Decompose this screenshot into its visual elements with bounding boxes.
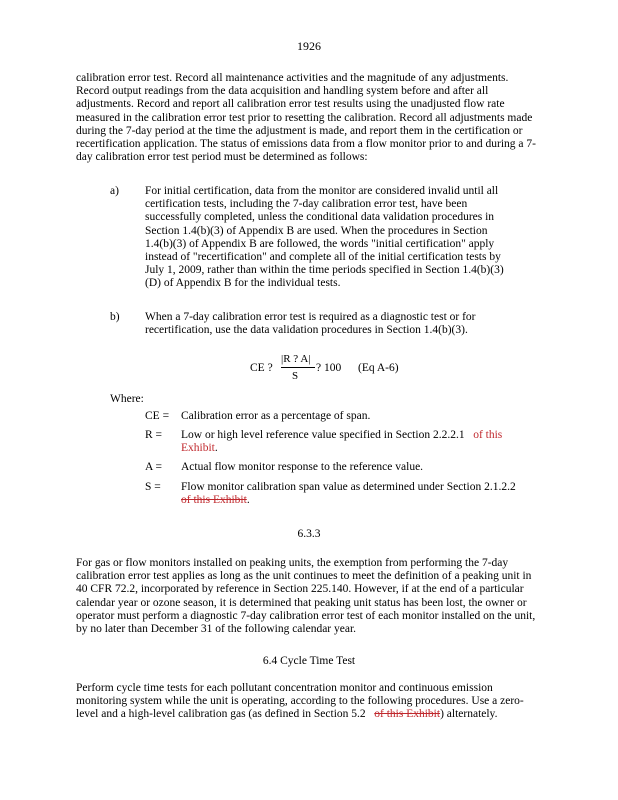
definition-strike: of this Exhibit [181,494,247,507]
section-633-heading: 6.3.3 [297,528,321,540]
definition-text: Flow monitor calibration span value as determined under Section 2.1.2.2 [181,481,516,493]
definition-text-wrap [181,429,541,455]
equation-a6 [250,353,450,385]
definition-insert: of this Exhibit [181,429,503,455]
equation-denominator: S [292,370,299,382]
definition-text: Actual flow monitor response to the reference value. [181,461,424,473]
fraction-bar [281,367,315,368]
definition-text: Calibration error as a percentage of span. [181,410,371,422]
item-text: For initial certification, data from the monitor are considered invalid until all certification tests, including the 7-day calibration error test, have been successfully completed, unless the conditional data validation procedures in Section 1.4(b)(3) of Appendix B are used. When the procedures in Section 1.4(b)(3) of Appendix B are followed, the words "initial certification" apply instead of "recertification" and complete all of the initial certification tests by July 1, 2009, rather than within the time periods specified in Section 1.4(b)(3)(D) of Appendix B for the individual tests. [145,185,504,290]
intro-paragraph: calibration error test. Record all maintenance activities and the magnitude of any adjustments. Record output readings from the data acquisition and handling system before and after all adjustments. Record and report all calibration error test results using the unadjusted flow rate measured in the calibration error test prior to resetting the calibration. Record all adjustments made during the 7-day period at the time the adjustment is made, and report them in the certification or recertification application. The status of emissions data from a flow monitor prior to and during a 7-day calibration error test period must be determined as follows: [76,72,536,164]
definition-trailing: . [214,442,218,455]
definition-symbol: CE = [145,410,170,422]
section-64-paragraph [76,682,541,722]
definition-symbol: S = [145,481,161,493]
where-label: Where: [110,393,144,405]
equation-label: (Eq A-6) [358,362,399,374]
definition-text-wrap [181,481,541,507]
equation-numerator: |R ? A| [281,353,311,365]
section-64-text: Perform cycle time tests for each pollutant concentration monitor and continuous emission monitoring system while the unit is operating, according to the following procedures. Use a zero-level and a high-level calibration gas (as defined in Section 5.2 [76,682,524,721]
section-64-end: ) alternately. [440,708,498,721]
item-label: b) [110,311,120,323]
equation-rhs: ? 100 [316,362,342,374]
item-text: When a 7-day calibration error test is required as a diagnostic test or for recertification, use the data validation procedures in Section 1.4(b)(3). [145,311,476,337]
definition-symbol: A = [145,461,163,473]
equation-lhs: CE ? [250,362,273,374]
definition-symbol: R = [145,429,163,441]
definition-trailing: . [246,494,250,507]
page-number: 1926 [297,39,321,53]
section-64-heading: 6.4 Cycle Time Test [262,655,356,667]
item-label: a) [110,185,119,197]
section-64-strike: of this Exhibit [374,708,441,721]
section-633-paragraph: For gas or flow monitors installed on peaking units, the exemption from performing the 7-day calibration error test applies as long as the unit continues to meet the definition of a peaking unit in 40 CFR 72.2, incorporated by reference in Section 225.140. However, if at the end of a particular calendar year or ozone season, it is determined that peaking unit status has been lost, the owner or operator must perform a diagnostic 7-day calibration error test of each monitor installed on the unit, by no later than December 31 of the following calendar year. [76,557,536,636]
definition-text: Low or high level reference value specified in Section 2.2.2.1 [181,429,465,441]
